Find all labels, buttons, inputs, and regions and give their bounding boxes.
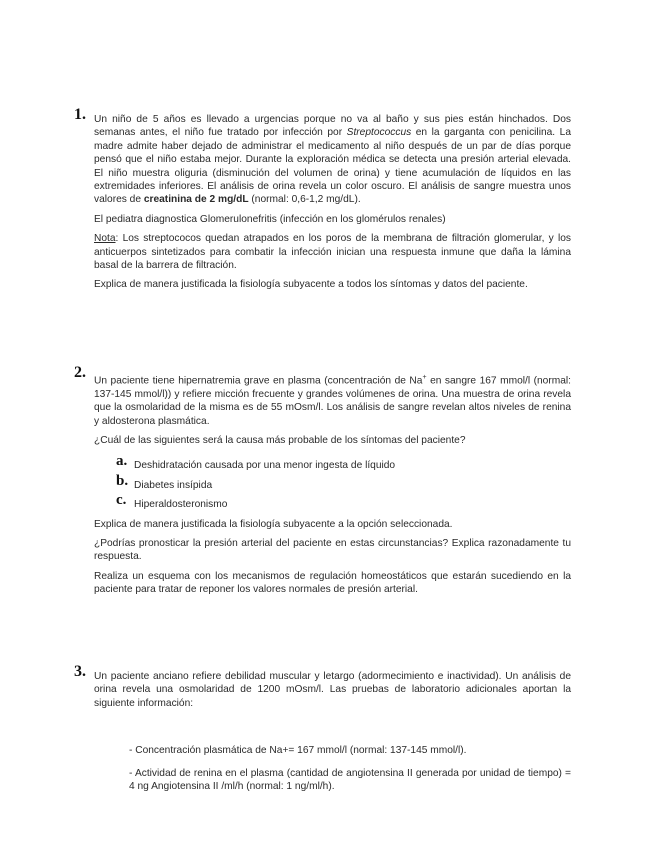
question-2-statement: 2. Un paciente tiene hipernatremia grave en plasma (concentración de Na+ en sangre 167 mmol/l (normal: 137-145 mmol/l)) y refiere micción frecuente y grandes volúmenes de orina. Una muestra de orina revela que la osmolaridad de la misma es de 55 mOsm/l. Los análisis de sangre revelan altos niveles de renina y aldosterona plasmática. [74,364,571,427]
option-b: b. Diabetes insípida [116,472,213,491]
question-number: 3. [74,663,86,680]
note-paragraph: Nota: Los streptococos quedan atrapados en los poros de la membrana de filtración glomerular, y los anticuerpos sintetizados para combatir la infección inician una respuesta inmune que daña la lámina basal de la barrera de filtración. [94,233,571,272]
question-number: 1. [74,106,86,123]
lab-results-list [74,744,571,793]
question-prompt: ¿Cuál de las siguientes será la causa más probable de los síntomas del paciente? [94,435,466,447]
question-1-statement: 1. Un niño de 5 años es llevado a urgencias porque no va al baño y sus pies están hinchados. Dos semanas antes, el niño fue tratado por infección por Streptococcus en la garganta con penicilina. La madre admite haber dejado de administrar el medicamento al niño después de un par de días porque pensó que el niño estaba mejor. Durante la exploración médica se detecta una presión arterial elevada. El niño muestra oliguria (disminución del volumen de orina) y tiene acumulación de líquidos en las extremidades inferiores. El análisis de orina revela un color oscuro. El análisis de sangre muestra unos valores de creatinina de 2 mg/dL (normal: 0,6-1,2 mg/dL). [74,106,571,206]
task-paragraph: Explica de manera justificada la fisiología subyacente a la opción seleccionada. [94,518,453,530]
diagnosis-paragraph: El pediatra diagnostica Glomerulonefritis (infección en los glomérulos renales) [94,213,446,225]
option-a: a. Deshidratación causada por una menor ingesta de líquido [116,453,396,472]
task-paragraph: Explica de manera justificada la fisiología subyacente a todos los síntomas y datos del paciente. [94,279,528,291]
task-paragraph: Realiza un esquema con los mecanismos de regulación homeostáticos que estarán sucediendo en la paciente para tratar de reponer los valores normales de presión arterial. [94,570,571,596]
option-c: c. Hiperaldosteronismo [116,492,228,511]
question-number: 2. [74,364,86,381]
list-item: - Concentración plasmática de Na+= 167 mmol/l (normal: 137-145 mmol/l). [129,745,467,757]
question-3 [74,663,571,802]
question-2 [74,364,571,603]
list-item: - Actividad de renina en el plasma (cantidad de angiotensina II generada por unidad de tiempo) = 4 ng Angiotensina II /ml/h (normal: 1 ng/ml/h). [129,767,571,793]
question-3-statement: 3. Un paciente anciano refiere debilidad muscular y letargo (adormecimiento e inactividad). Un análisis de orina revela una osmolaridad de 1200 mOsm/l. Las pruebas de laboratorio adicionales aportan la siguiente información: [74,663,571,709]
question-1 [74,106,571,298]
task-paragraph: ¿Podrías pronosticar la presión arterial del paciente en estas circunstancias? Explica razonadamente tu respuesta. [94,538,571,563]
